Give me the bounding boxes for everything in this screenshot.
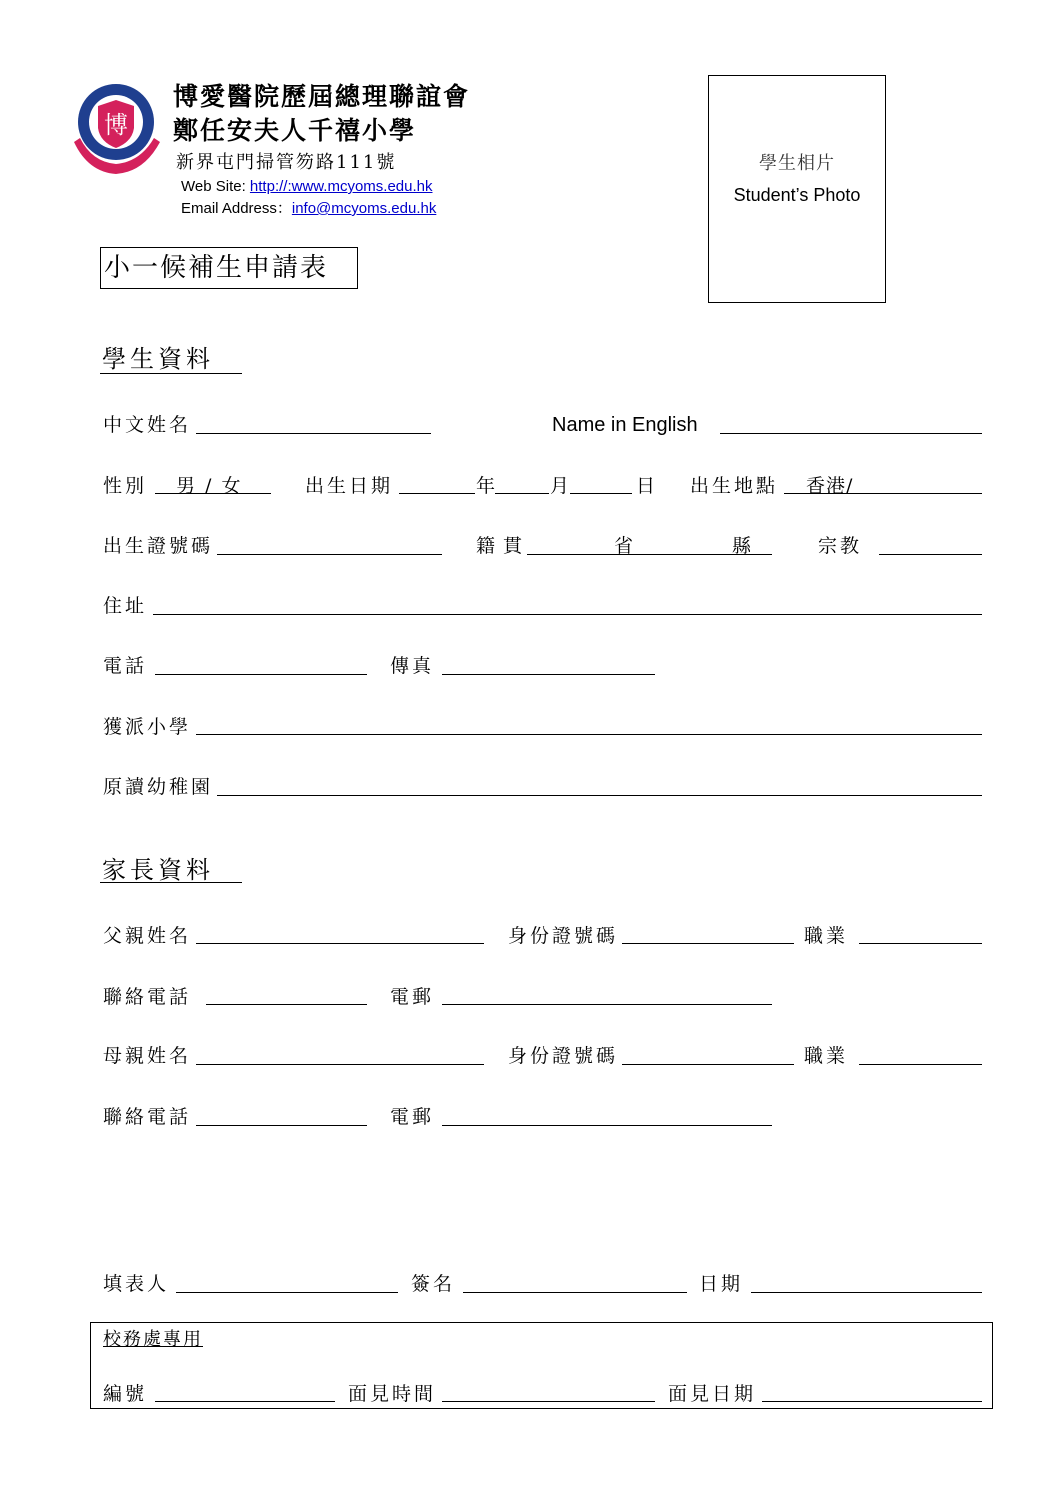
mother-name-label: 母親姓名 xyxy=(103,1045,192,1067)
phone-field[interactable] xyxy=(155,674,367,675)
gender-options[interactable]: 男 / 女 xyxy=(176,475,243,497)
gender-label: 性別 xyxy=(103,475,148,497)
chinese-name-field[interactable] xyxy=(196,433,431,434)
dob-year-field[interactable] xyxy=(399,493,475,494)
dob-day-field[interactable] xyxy=(570,493,632,494)
filled-by-label: 填表人 xyxy=(103,1273,170,1295)
signature-label: 簽名 xyxy=(411,1273,456,1295)
father-name-field[interactable] xyxy=(196,943,484,944)
parent-section-heading: 家長資料 xyxy=(102,856,214,884)
father-id-label: 身份證號碼 xyxy=(508,925,619,947)
interview-time-field[interactable] xyxy=(442,1401,655,1402)
county-label: 縣 xyxy=(732,535,755,557)
kindergarten-label: 原讀幼稚園 xyxy=(103,776,214,798)
filled-by-field[interactable] xyxy=(176,1292,398,1293)
birth-cert-label: 出生證號碼 xyxy=(103,535,214,557)
fax-label: 傳真 xyxy=(390,655,435,677)
religion-field[interactable] xyxy=(879,554,982,555)
birthplace-value: 香港/ xyxy=(806,475,854,497)
photo-label-zh: 學生相片 xyxy=(759,153,835,173)
mother-id-field[interactable] xyxy=(622,1064,794,1065)
office-number-label: 編號 xyxy=(103,1383,148,1405)
father-id-field[interactable] xyxy=(622,943,794,944)
father-contact-field[interactable] xyxy=(206,1004,367,1005)
website-link[interactable]: http://:www.mcyoms.edu.hk xyxy=(249,178,433,195)
date-field[interactable] xyxy=(751,1292,982,1293)
religion-label: 宗教 xyxy=(818,535,863,557)
org-name: 博愛醫院歷屆總理聯誼會 xyxy=(173,82,471,111)
month-label: 月 xyxy=(550,475,573,497)
father-email-field[interactable] xyxy=(442,1004,772,1005)
father-contact-label: 聯絡電話 xyxy=(103,986,192,1008)
interview-date-label: 面見日期 xyxy=(668,1383,757,1405)
mother-occupation-label: 職業 xyxy=(804,1045,849,1067)
day-label: 日 xyxy=(636,475,659,497)
address-label: 住址 xyxy=(103,595,148,617)
email-label: Email Address： xyxy=(181,200,292,217)
mother-contact-label: 聯絡電話 xyxy=(103,1106,192,1128)
birth-cert-field[interactable] xyxy=(217,554,442,555)
form-title: 小一候補生申請表 xyxy=(104,253,329,283)
allocated-school-field[interactable] xyxy=(196,734,982,735)
mother-id-label: 身份證號碼 xyxy=(508,1045,619,1067)
photo-box[interactable] xyxy=(708,75,886,303)
father-name-label: 父親姓名 xyxy=(103,925,192,947)
office-number-field[interactable] xyxy=(155,1401,335,1402)
mother-occupation-field[interactable] xyxy=(859,1064,982,1065)
birthplace-label: 出生地點 xyxy=(690,475,779,497)
father-occupation-label: 職業 xyxy=(804,925,849,947)
svg-text:博: 博 xyxy=(104,111,128,139)
year-label: 年 xyxy=(476,475,499,497)
school-address: 新界屯門掃管笏路111號 xyxy=(176,152,397,173)
student-section-heading: 學生資料 xyxy=(102,345,214,373)
photo-label-en: Student’s Photo xyxy=(733,185,861,205)
fax-field[interactable] xyxy=(442,674,655,675)
address-field[interactable] xyxy=(153,614,982,615)
phone-label: 電話 xyxy=(103,655,148,677)
parent-heading-underline xyxy=(100,882,242,883)
email-line xyxy=(181,200,436,218)
native-place-label: 籍貫 xyxy=(476,535,531,557)
interview-date-field[interactable] xyxy=(762,1401,982,1402)
english-name-field[interactable] xyxy=(720,433,982,434)
birthplace-field[interactable] xyxy=(784,493,982,494)
dob-month-field[interactable] xyxy=(495,493,549,494)
school-logo xyxy=(68,80,168,180)
mother-email-field[interactable] xyxy=(442,1125,772,1126)
father-email-label: 電郵 xyxy=(390,986,435,1008)
mother-contact-field[interactable] xyxy=(196,1125,367,1126)
english-name-label: Name in English xyxy=(552,414,698,436)
office-use-box xyxy=(90,1322,993,1409)
mother-email-label: 電郵 xyxy=(390,1106,435,1128)
interview-time-label: 面見時間 xyxy=(348,1383,437,1405)
email-link[interactable]: info@mcyoms.edu.hk xyxy=(291,200,437,217)
date-label: 日期 xyxy=(699,1273,744,1295)
school-name: 鄭任安夫人千禧小學 xyxy=(173,116,417,145)
chinese-name-label: 中文姓名 xyxy=(103,414,192,436)
allocated-school-label: 獲派小學 xyxy=(103,716,192,738)
student-heading-underline xyxy=(100,373,242,374)
gender-field[interactable] xyxy=(155,493,271,494)
signature-field[interactable] xyxy=(463,1292,687,1293)
dob-label: 出生日期 xyxy=(305,475,394,497)
website-label: Web Site: xyxy=(181,178,250,195)
office-use-heading: 校務處專用 xyxy=(103,1329,203,1350)
mother-name-field[interactable] xyxy=(196,1064,484,1065)
kindergarten-field[interactable] xyxy=(217,795,982,796)
father-occupation-field[interactable] xyxy=(859,943,982,944)
website-line xyxy=(181,178,433,196)
province-label: 省 xyxy=(614,535,637,557)
